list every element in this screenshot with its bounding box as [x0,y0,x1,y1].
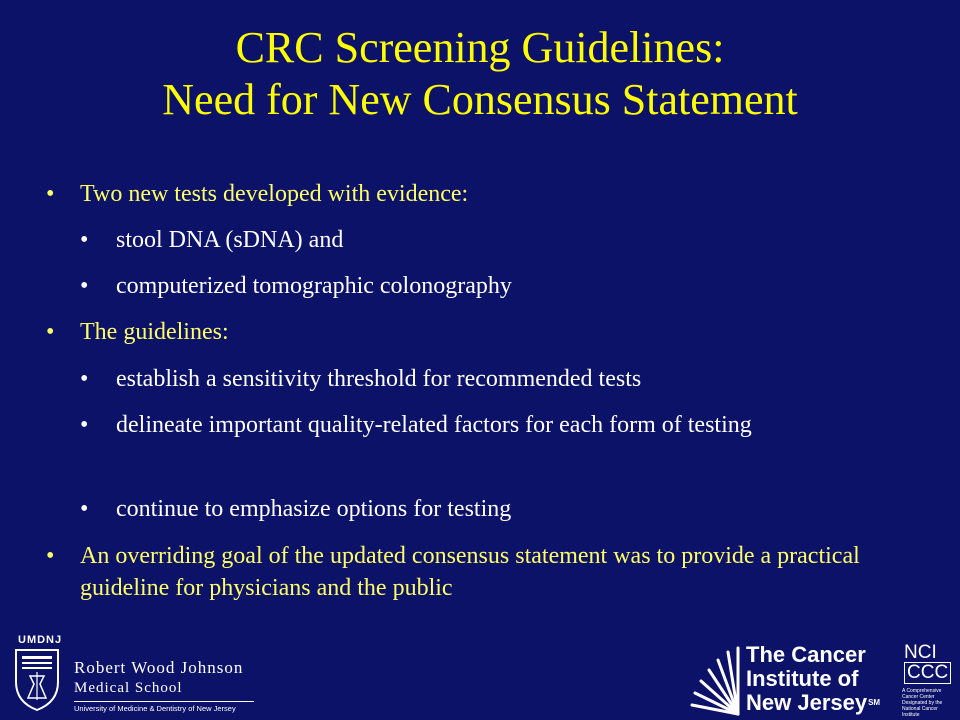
ccc-text: CCC [904,662,951,684]
slide-title [0,22,960,126]
bullet-item-level1 [46,178,880,210]
cinj-logo [688,638,898,718]
bullet-text: Two new tests developed with evidence: [80,181,469,207]
bullet-item-level1 [46,316,880,348]
cinj-fan-icon [688,638,748,718]
bullet-text: An overriding goal of the updated consensus statement was to provide a practical guideline for physicians and the public [80,543,860,601]
bullet-marker: • [80,227,89,253]
bullet-text: The guidelines: [80,319,229,345]
bullet-text: delineate important quality-related factors for each form of testing [116,412,752,438]
bullet-marker: • [46,543,55,569]
nci-tagline: A Comprehensive Cancer Center Designated by the National Cancer Institute [902,688,943,718]
bullet-item-level2 [80,224,876,256]
bullet-item-level2 [80,409,886,441]
bullet-marker: • [46,319,55,345]
bullet-item-level2 [80,493,876,525]
service-mark: SM [868,698,881,707]
cinj-line2: Institute of [746,666,859,691]
bullet-item-level2 [80,363,876,395]
bullet-text: establish a sensitivity threshold for recommended tests [116,366,642,392]
umdnj-logo [8,628,258,716]
bullet-item-level1 [46,540,900,604]
umdnj-school-line1: Robert Wood Johnson [74,658,244,677]
bullet-marker: • [80,496,89,522]
umdnj-school-line2: Medical School [74,680,183,696]
bullet-item-level2 [80,270,876,302]
cinj-line3: New Jersey℠ [746,690,881,715]
bullet-marker: • [46,181,55,207]
bullet-text: stool DNA (sDNA) and [116,227,344,253]
umdnj-university-name: University of Medicine & Dentistry of New Jersey [74,704,236,713]
bullet-text: continue to emphasize options for testing [116,496,512,522]
bullet-marker: • [80,366,89,392]
umdnj-crest-icon [12,648,62,712]
nci-text: NCI [904,642,937,663]
nci-ccc-badge [900,640,956,716]
title-line-1: CRC Screening Guidelines: [235,23,725,72]
title-line-2: Need for New Consensus Statement [162,75,798,124]
bullet-text: computerized tomographic colonography [116,273,512,299]
umdnj-divider [74,701,254,702]
bullet-marker: • [80,412,89,438]
cinj-line1: The Cancer [746,642,866,667]
umdnj-abbr: UMDNJ [18,634,63,646]
bullet-marker: • [80,273,89,299]
